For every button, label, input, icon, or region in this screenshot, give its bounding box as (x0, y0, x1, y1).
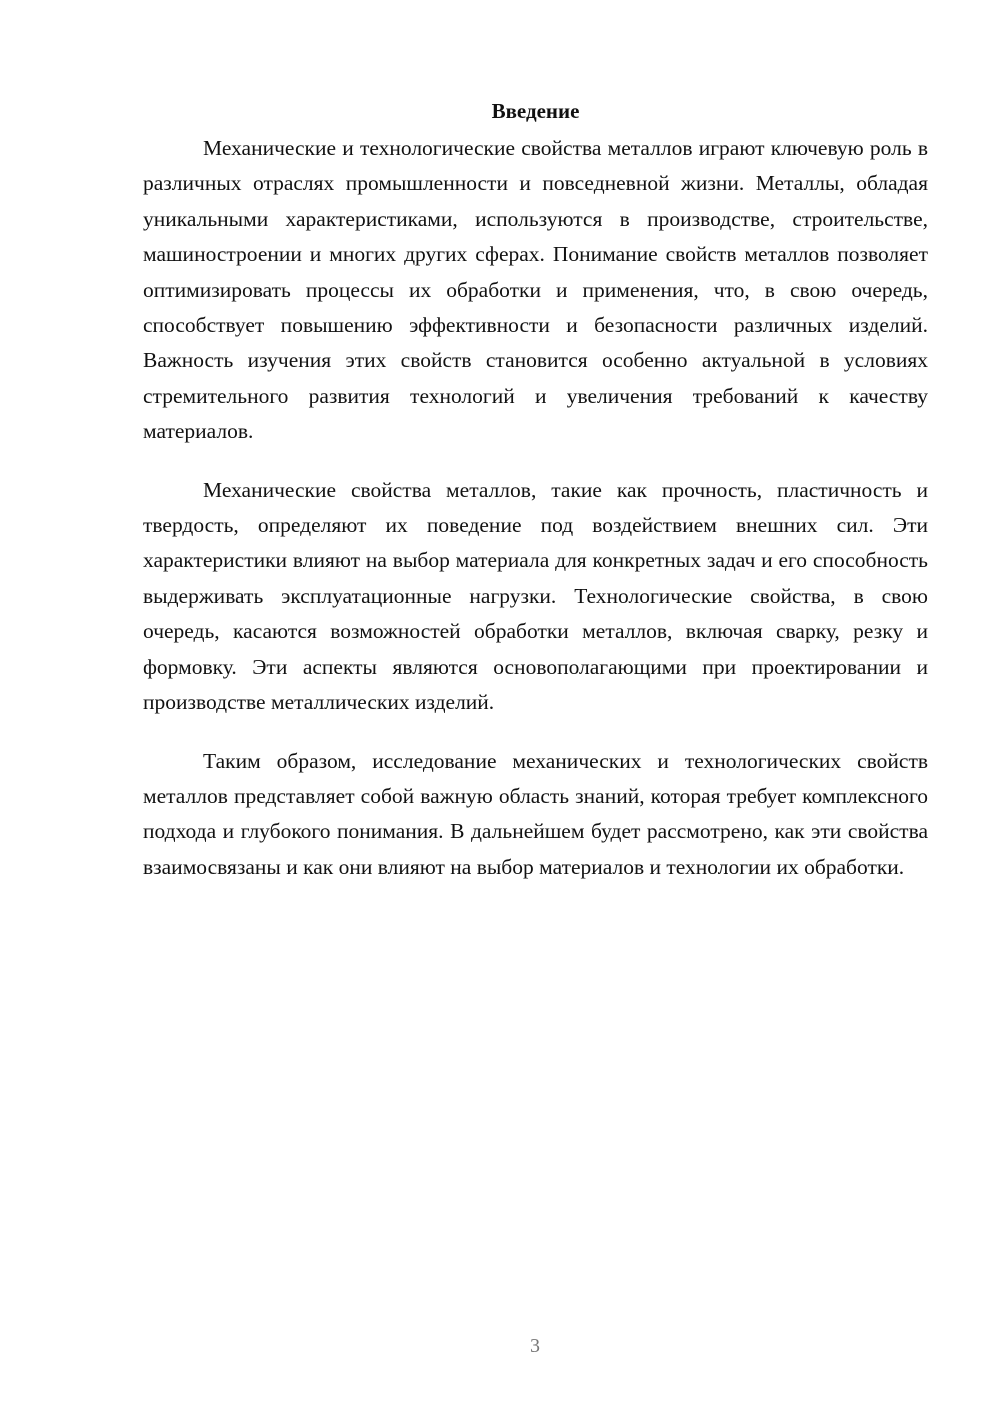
paragraph-3: Таким образом, исследование механических и технологических свойств металлов представляет собой важную область знаний, которая требует комплексного подхода и глубокого понимания. В дальнейшем будет рассмотрено, как эти свойства взаимосвязаны и как они влияют на выбор материалов и технологии их обработки. (143, 748, 928, 879)
page-number: 3 (530, 1335, 540, 1357)
paragraph-2: Механические свойства металлов, такие как прочность, пластичность и твердость, определяют их поведение под воздействием внешних сил. Эти характеристики влияют на выбор материала для конкретных задач и его способность выдерживать эксплуатационные нагрузки. Технологические свойства, в свою очередь, касаются возможностей обработки металлов, включая сварку, резку и формовку. Эти аспекты являются основополагающими при проектировании и производстве металлических изделий. (143, 477, 928, 715)
paragraph-1: Механические и технологические свойства металлов играют ключевую роль в различных отраслях промышленности и повседневной жизни. Металлы, обладая уникальными характеристиками, используются в производстве, строительстве, машиностроении и многих других сферах. Понимание свойств металлов позволяет оптимизировать процессы их обработки и применения, что, в свою очередь, способствует повышению эффективности и безопасности различных изделий. Важность изучения этих свойств становится особенно актуальной в условиях стремительного развития технологий и увеличения требований к качеству материалов. (143, 136, 928, 444)
section-title: Введение (491, 99, 580, 123)
document-body (143, 95, 928, 908)
